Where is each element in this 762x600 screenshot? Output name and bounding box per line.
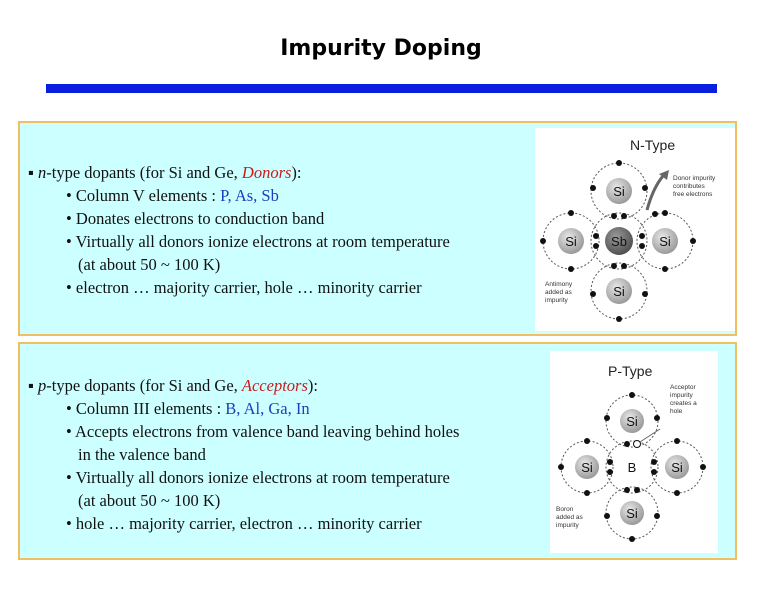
n-ionize-line [28, 230, 450, 253]
n-column-elements: P, As, Sb [220, 186, 279, 205]
electron-dot [629, 392, 635, 398]
electron-dot [611, 263, 617, 269]
sub-bullet: • [66, 209, 72, 228]
p-type-heading [28, 374, 459, 397]
electron-dot [568, 266, 574, 272]
electron-dot [590, 185, 596, 191]
electron-dot [674, 438, 680, 444]
electron-dot [593, 243, 599, 249]
n-type-figure-title: N-Type [630, 137, 676, 153]
si-label: Si [565, 234, 577, 249]
p-accept-cont: in the valence band [78, 445, 206, 464]
p-ionize-line [28, 466, 459, 489]
bullet-marker: ▪ [28, 163, 34, 182]
donor-note-line: contributes [673, 183, 705, 190]
electron-dot [639, 233, 645, 239]
p-heading-text: -type dopants (for Si and Ge, [46, 376, 242, 395]
si-label: Si [671, 460, 683, 475]
page-title: Impurity Doping [280, 36, 482, 61]
free-electron-dot [652, 211, 658, 217]
antimony-note-line: added as [545, 289, 572, 296]
acceptor-note-line: impurity [670, 392, 693, 399]
acceptors-term: Acceptors [241, 376, 308, 395]
electron-dot [651, 469, 657, 475]
p-column-label: Column III elements : [75, 399, 226, 418]
electron-dot [604, 415, 610, 421]
n-type-panel [18, 121, 737, 336]
p-type-figure-title: P-Type [608, 363, 653, 379]
p-type-lattice-diagram [550, 351, 718, 553]
electron-dot [590, 291, 596, 297]
n-ionize-text: Virtually all donors ionize electrons at room temperature [75, 232, 450, 251]
n-letter: n [37, 163, 47, 182]
electron-dot [568, 210, 574, 216]
sub-bullet: • [66, 186, 72, 205]
electron-dot [616, 160, 622, 166]
electron-dot [651, 459, 657, 465]
acceptor-note-line: creates a [670, 400, 697, 407]
electron-dot [584, 438, 590, 444]
sub-bullet: • [66, 232, 72, 251]
n-type-figure [535, 128, 735, 331]
electron-dot [611, 213, 617, 219]
acceptor-note-line: Acceptor [670, 384, 696, 391]
p-type-text [28, 374, 459, 535]
p-accept-line [28, 420, 459, 443]
electron-dot [607, 459, 613, 465]
n-column-line [28, 184, 450, 207]
electron-dot [593, 233, 599, 239]
electron-dot [662, 210, 668, 216]
p-letter: p [37, 376, 47, 395]
electron-dot [621, 213, 627, 219]
si-label: Si [659, 234, 671, 249]
p-carrier-line [28, 512, 459, 535]
sub-bullet: • [66, 422, 72, 441]
b-label: B [627, 460, 637, 475]
sub-bullet: • [66, 399, 72, 418]
si-label: Si [626, 414, 638, 429]
p-accept-text: Accepts electrons from valence band leaving behind holes [75, 422, 460, 441]
antimony-note-line: impurity [545, 297, 568, 304]
sub-bullet: • [66, 514, 72, 533]
hole-marker [634, 441, 641, 448]
boron-note-line: added as [556, 514, 583, 521]
n-type-lattice-diagram [535, 128, 735, 331]
p-type-panel [18, 342, 737, 560]
donor-note-line: Donor impurity [673, 175, 716, 182]
p-ionize-text: Virtually all donors ionize electrons at room temperature [75, 468, 450, 487]
p-type-figure [550, 351, 718, 553]
sb-label: Sb [611, 234, 627, 249]
electron-dot [639, 243, 645, 249]
n-heading-end: ): [291, 163, 302, 182]
p-column-line [28, 397, 459, 420]
n-ionize-cont: (at about 50 ~ 100 K) [78, 255, 221, 274]
electron-dot [654, 415, 660, 421]
electron-dot [629, 536, 635, 542]
donors-term: Donors [241, 163, 292, 182]
p-carrier-text: hole … majority carrier, electron … minority carrier [75, 514, 422, 533]
electron-dot [624, 487, 630, 493]
p-column-elements: B, Al, Ga, In [225, 399, 310, 418]
electron-dot [654, 513, 660, 519]
electron-dot [624, 441, 630, 447]
n-type-text [28, 161, 450, 299]
electron-dot [558, 464, 564, 470]
n-column-label: Column V elements : [75, 186, 221, 205]
p-heading-end: ): [307, 376, 318, 395]
electron-dot [642, 185, 648, 191]
electron-dot [621, 263, 627, 269]
n-carrier-line [28, 276, 450, 299]
electron-dot [690, 238, 696, 244]
si-label: Si [626, 506, 638, 521]
electron-dot [642, 291, 648, 297]
n-donate-text: Donates electrons to conduction band [75, 209, 325, 228]
electron-dot [604, 513, 610, 519]
donor-arrow [647, 176, 663, 210]
electron-dot [700, 464, 706, 470]
n-type-heading [28, 161, 450, 184]
electron-dot [634, 487, 640, 493]
n-donate-line [28, 207, 450, 230]
n-carrier-text: electron … majority carrier, hole … minority carrier [75, 278, 422, 297]
boron-note-line: impurity [556, 522, 579, 529]
sub-bullet: • [66, 278, 72, 297]
electron-dot [616, 316, 622, 322]
si-label: Si [613, 284, 625, 299]
electron-dot [584, 490, 590, 496]
electron-dot [540, 238, 546, 244]
sub-bullet: • [66, 468, 72, 487]
antimony-note-line: Antimony [545, 281, 573, 288]
bullet-marker: ▪ [28, 376, 34, 395]
p-ionize-cont: (at about 50 ~ 100 K) [78, 491, 221, 510]
electron-dot [662, 266, 668, 272]
si-label: Si [581, 460, 593, 475]
si-label: Si [613, 184, 625, 199]
title-underline-bar [46, 84, 717, 93]
boron-note-line: Boron [556, 506, 574, 513]
electron-dot [674, 490, 680, 496]
acceptor-note-line: hole [670, 408, 683, 415]
donor-note-line: free electrons [673, 191, 713, 198]
electron-dot [607, 469, 613, 475]
n-heading-text: -type dopants (for Si and Ge, [46, 163, 242, 182]
